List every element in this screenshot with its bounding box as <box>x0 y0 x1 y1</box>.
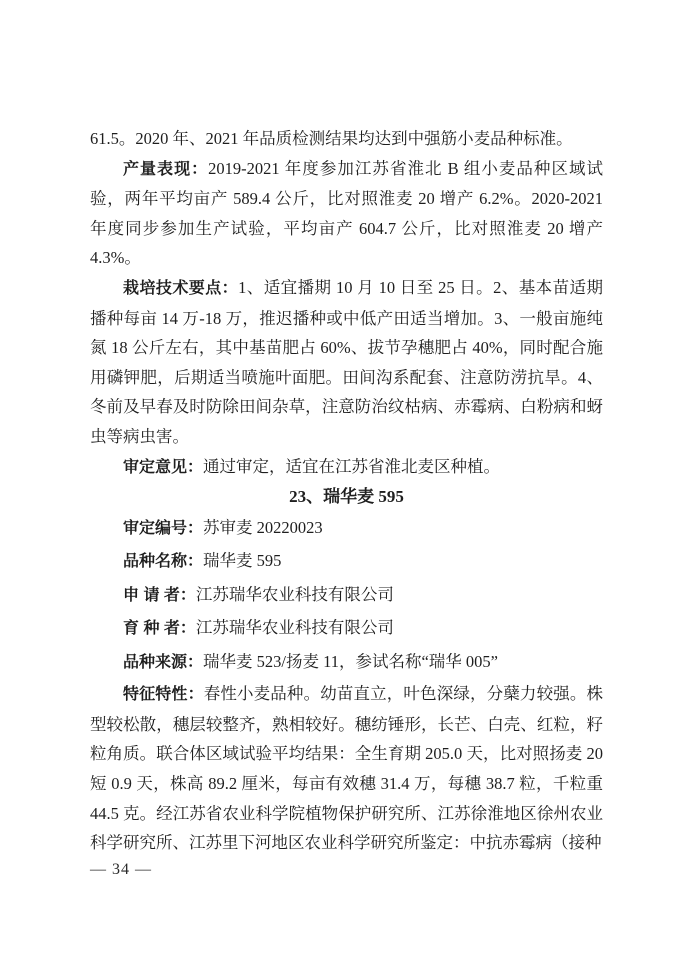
paragraph-approval-opinion <box>90 452 603 483</box>
field-row-variety-name <box>90 545 603 579</box>
yield-performance-text: 2019-2021 年度参加江苏省淮北 B 组小麦品种区域试验，两年平均亩产 589.4 公斤，比对照淮麦 20 增产 6.2%。2020-2021 年度同步参加生产试验，平均亩产 604.7 公斤，比对照淮麦 20 增产 4.3%。 <box>90 158 603 268</box>
paragraph-cultivation-points <box>90 273 603 452</box>
applicant-label: 申 请 者： <box>123 586 196 604</box>
traits-label: 特征特性： <box>123 686 204 704</box>
paragraph-traits <box>90 679 603 858</box>
yield-performance-label: 产量表现： <box>123 160 209 178</box>
variety-name-label: 品种名称： <box>123 553 204 571</box>
cultivation-points-label: 栽培技术要点： <box>123 279 239 297</box>
page-number: — 34 — <box>90 861 152 878</box>
approval-number-value: 苏审麦 20220023 <box>203 517 323 537</box>
field-row-approval-number <box>90 512 603 546</box>
traits-text: 春性小麦品种。幼苗直立，叶色深绿，分蘖力较强。株型较松散，穗层较整齐，熟相较好。穗纺锤形，长芒、白壳、红粒，籽粒角质。联合体区域试验平均结果：全生育期 205.0 天，比对照扬麦 20 短 0.9 天，株高 89.2 厘米，每亩有效穗 31.4 万，每穗 38.7 粒，千粒重 44.5 克。经江苏省农业科学院植物保护研究所、江苏徐淮地区徐州农业科学研究所、江苏里下河地区农业科学研究所鉴定：中抗赤霉病（接种 <box>90 684 603 853</box>
cultivation-points-text: 1、适宜播期 10 月 10 日至 25 日。2、基本苗适期播种每亩 14 万-18 万，推迟播种或中低产田适当增加。3、一般亩施纯氮 18 公斤左右，其中基苗肥占 60%、拔节孕穗肥占 40%，同时配合施用磷钾肥，后期适当喷施叶面肥。田间沟系配套、注意防涝抗旱。4、冬前及早春及时防除田间杂草，注意防治纹枯病、赤霉病、白粉病和蚜虫等病虫害。 <box>90 277 603 446</box>
field-row-breeder <box>90 612 603 646</box>
document-body <box>90 124 603 858</box>
field-row-applicant <box>90 579 603 613</box>
breeder-label: 育 种 者： <box>123 620 196 638</box>
approval-opinion-text: 通过审定，适宜在江苏省淮北麦区种植。 <box>203 456 501 476</box>
continuation-paragraph: 61.5。2020 年、2021 年品质检测结果均达到中强筋小麦品种标准。 <box>90 129 573 148</box>
field-row-variety-source <box>90 646 603 680</box>
approval-number-label: 审定编号： <box>123 519 204 537</box>
variety-source-label: 品种来源： <box>123 653 204 671</box>
paragraph-yield-performance <box>90 154 603 273</box>
variety-name-value: 瑞华麦 595 <box>203 551 282 571</box>
approval-opinion-label: 审定意见： <box>123 458 204 476</box>
breeder-value: 江苏瑞华农业科技有限公司 <box>195 618 394 638</box>
applicant-value: 江苏瑞华农业科技有限公司 <box>195 584 394 604</box>
variety-source-value: 瑞华麦 523/扬麦 11，参试名称“瑞华 005” <box>203 651 499 671</box>
section-heading: 23、瑞华麦 595 <box>289 487 404 507</box>
